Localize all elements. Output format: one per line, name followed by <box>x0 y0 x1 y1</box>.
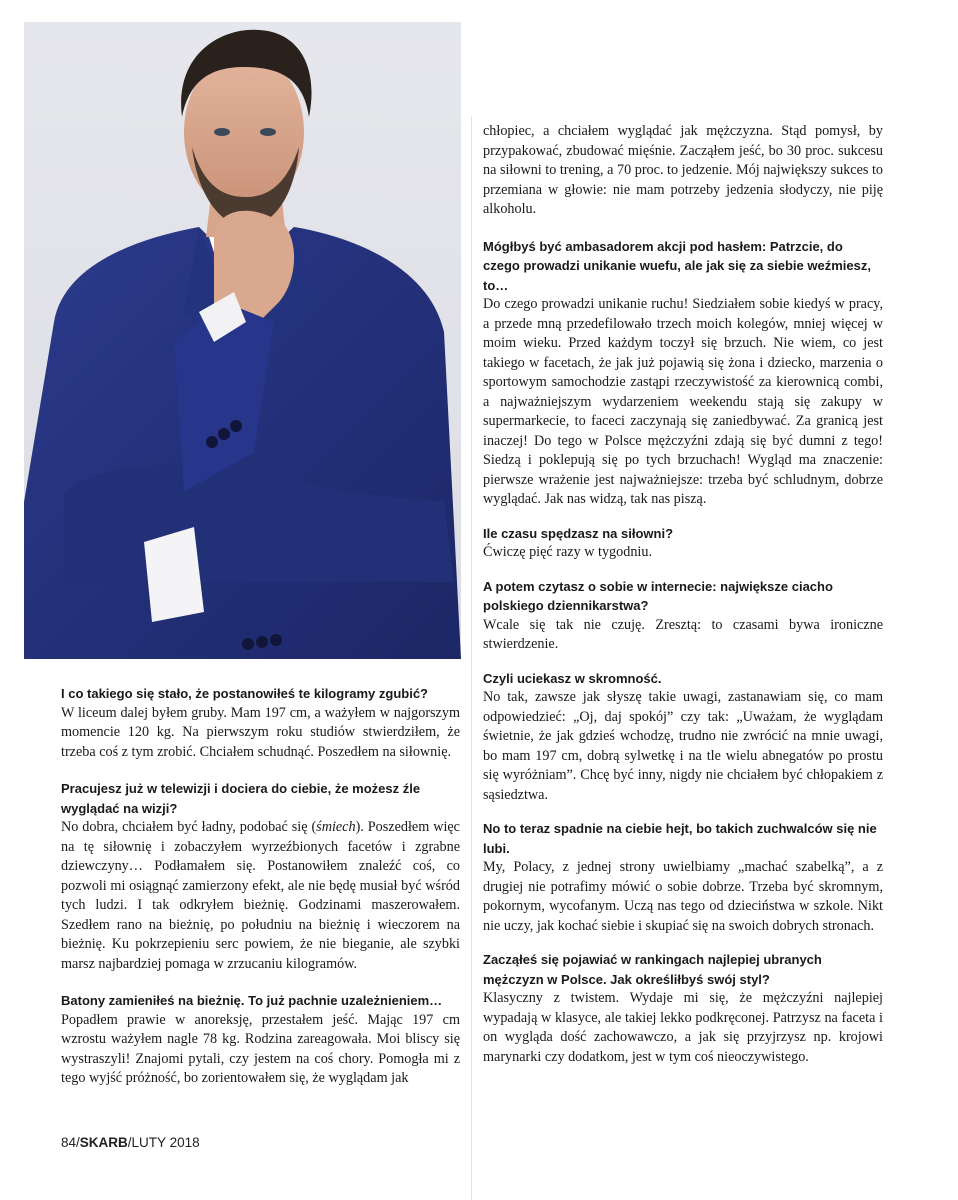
question-1: I co takiego się stało, że postanowiłeś te kilogramy zgubić? <box>61 686 428 701</box>
question-2: Pracujesz już w telewizji i dociera do ciebie, że możesz źle wyglądać na wizji? <box>61 781 421 816</box>
issue-date: /LUTY 2018 <box>127 1135 200 1150</box>
portrait-photo <box>24 22 461 659</box>
question-7: Czyli uciekasz w skromność. <box>483 670 662 686</box>
answer-2: No dobra, chciałem być ładny, podobać się (śmiech). Poszedłem więc na tę siłownię i zobaczyłem wyrzeźbionych facetów i zgrabne dziewczyny… Podłamałem się. Postanowiłem znaleźć coś, co pozwoli mi osiągnąć zamierzony efekt, ale nie będę musiał być wśród tych ludzi. I tak odkryłem bieżnię. Godzinami maszerowałem. Szedłem rano na bieżnię, po południu na bieżnię i wieczorem na bieżnię. Ku pokrzepieniu serc powiem, że nie bieganie, ale szybki marsz najbardziej pomaga w zrzucaniu kilogramów. <box>61 819 460 972</box>
portrait-illustration <box>24 22 461 659</box>
right-column <box>483 122 883 1067</box>
left-column <box>61 684 460 1089</box>
answer-4: Do czego prowadzi unikanie ruchu! Siedziałem sobie kiedyś w pracy, a przede mną przedefilowało trzech moich kolegów, mniej więcej w moim wieku. Przed każdym toczył się brzuch. Nie wiem, co jest takiego w facetach, że jak już pojawią się żona i dziecko, marzenia o sportowym samochodzie zastąpi rzeczywistość za kierownicą combi, a najważniejszym wydarzeniem weekendu stają się zakupy w supermarkecie, to faceci zaczynają się zaniedbywać. Za granicą jest inaczej! Do tego w Polsce mężczyźni zdają się być dumni z tego! Siedzą i poklepują się po tych brzuchach! Wygląd ma znaczenie: pierwsze wrażenie jest najważniejsze: trzeba być schludnym, dobrze wyglądać. Jak nas widzą, tak nas piszą. <box>483 296 883 507</box>
answer-5: Ćwiczę pięć razy w tygodniu. <box>483 544 653 560</box>
answer-7: No tak, zawsze jak słyszę takie uwagi, zastanawiam się, co mam odpowiedzieć: „Oj, daj spokój” czy tak: „Uważam, że wyglądam świetnie, że jak gdzieś wchodzę, trudno nie zwrócić na mnie uwagi, bo mam 197 cm, dobrą sylwetkę i na tle wielu abnegatów po prostu się wyróżniam”. Chcę być inny, nigdy nie chciałem być chłopakiem z sąsiedztwa. <box>483 689 883 803</box>
question-5: Ile czasu spędzasz na siłowni? <box>483 525 674 541</box>
page-footer <box>61 1135 200 1150</box>
magazine-brand: SKARB <box>79 1135 128 1150</box>
answer-8: My, Polacy, z jednej strony uwielbiamy „machać szabelką”, a z drugiej nie potrafimy mówić o sobie dobrze. Trzeba być skromnym, pokornym, wycofanym. Uczą nas tego od dzieciństwa w szkole. Nikt nie uczy, jak kochać siebie i skupiać się na swoich dobrych stronach. <box>483 859 883 934</box>
answer-1: W liceum dalej byłem gruby. Mam 197 cm, a ważyłem w najgorszym momencie 120 kg. Na pierwszym roku studiów stwierdziłem, że trzeba coś z tym zrobić. Chciałem schudnąć. Poszedłem na siłownię. <box>61 704 460 760</box>
question-9: Zacząłeś się pojawiać w rankingach najlepiej ubranych mężczyzn w Polsce. Jak określiłbyś swój styl? <box>483 952 822 987</box>
question-8: No to teraz spadnie na ciebie hejt, bo takich zuchwalców się nie lubi. <box>483 821 877 856</box>
answer-continued: chłopiec, a chciałem wyglądać jak mężczyzna. Stąd pomysł, by przypakować, zbudować mięśnie. Zacząłem jeść, bo 30 proc. sukcesu na siłowni to trening, a 70 proc. to jedzenie. Mój największy sukces to przemiana w głowie: nie mam potrzeby jedzenia słodyczy, nie piję alkoholu. <box>483 123 883 217</box>
column-divider <box>471 116 472 1200</box>
answer-3: Popadłem prawie w anoreksję, przestałem jeść. Mając 197 cm wzrostu ważyłem nagle 78 kg. Rodzina zareagowała. Moi bliscy się wystraszyli! Znajomi pytali, czy jestem na coś chory. Pomogła mi z tego wyjść próżność, bo zorientowałem się, że wyglądam jak <box>61 1011 460 1086</box>
question-3: Batony zamieniłeś na bieżnię. To już pachnie uzależnieniem… <box>61 993 443 1008</box>
page-number: 84/ <box>61 1135 80 1150</box>
answer-6: Wcale się tak nie czuję. Zresztą: to czasami bywa ironiczne stwierdzenie. <box>483 616 883 652</box>
question-6: A potem czytasz o sobie w internecie: największe ciacho polskiego dziennikarstwa? <box>483 578 833 613</box>
question-4: Mógłbyś być ambasadorem akcji pod hasłem: Patrzcie, do czego prowadzi unikanie wuefu, ale jak się za siebie weźmiesz, to… <box>483 238 871 293</box>
answer-9: Klasyczny z twistem. Wydaje mi się, że mężczyźni najlepiej wypadają w klasyce, ale takiej lekko podkręconej. Patrzysz na faceta i on wygląda dość zachowawczo, a jak się przyjrzysz np. krojowi marynarki czy dodatkom, jest w tym coś nieoczywistego. <box>483 990 883 1065</box>
